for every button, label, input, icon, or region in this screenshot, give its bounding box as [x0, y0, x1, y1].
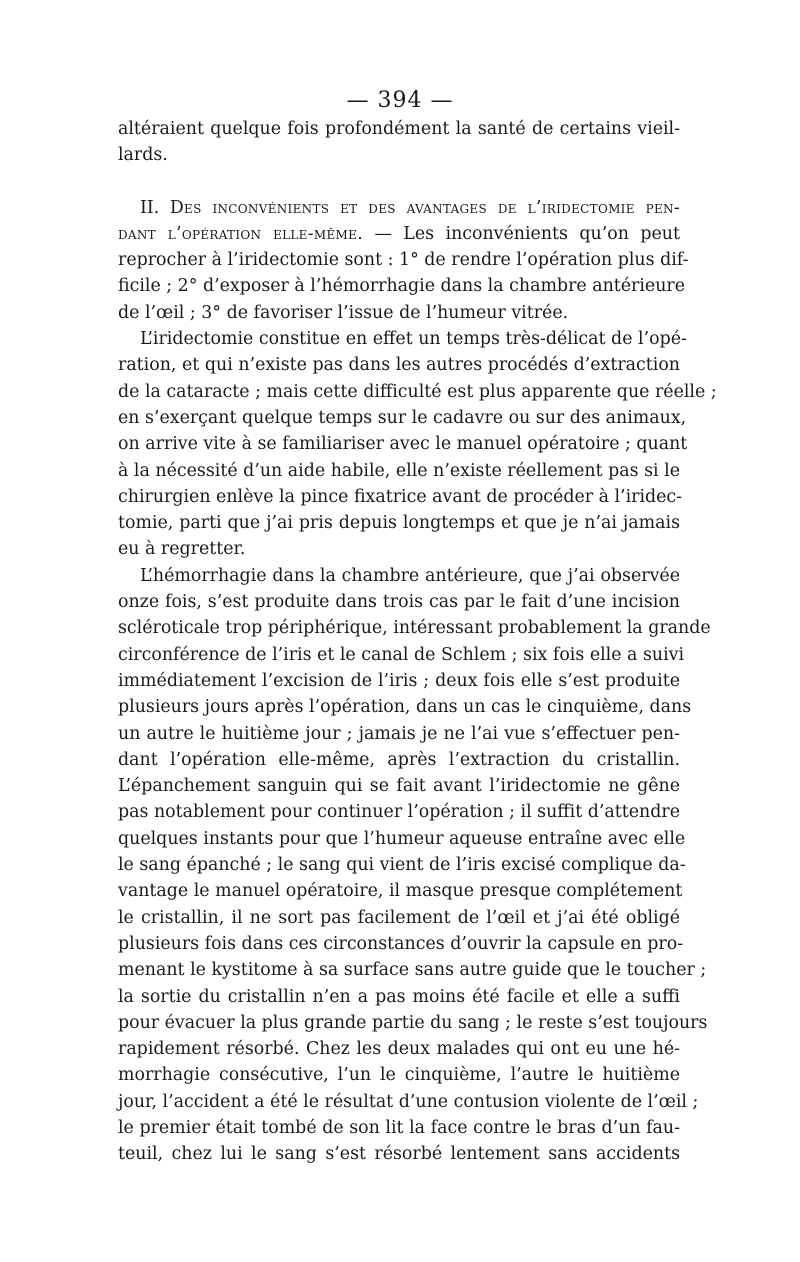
section-heading-line — [118, 221, 680, 247]
text-line: on arrive vite à se familiariser avec le manuel opératoire ; quant — [118, 434, 688, 455]
text-line: le cristallin, il ne sort pas facilement de l’œil et j’ai été obligé — [118, 907, 680, 928]
text-line: menant le kystitome à sa surface sans autre guide que le toucher ; — [118, 960, 707, 981]
text-line: quelques instants pour que l’humeur aqueuse entraîne avec elle — [118, 828, 686, 849]
text-line: pour évacuer la plus grande partie du sang ; le reste s’est toujours — [118, 1012, 708, 1033]
section-heading-line — [118, 195, 680, 221]
text-line: eu à regretter. — [118, 539, 246, 560]
text-line: L’hémorrhagie dans la chambre antérieure, que j’ai observée — [140, 565, 680, 586]
page-number: — 394 — — [346, 88, 454, 113]
text-line: vantage le manuel opératoire, il masque presque complétement — [118, 881, 683, 902]
text-line: ficile ; 2° d’exposer à l’hémorrhagie dans la chambre antérieure — [118, 276, 686, 297]
text-line: scléroticale trop périphérique, intéressant probablement la grande — [118, 618, 711, 639]
section-number: II. — [140, 197, 170, 218]
body-text — [118, 116, 717, 1168]
text-line: en s’exerçant quelque temps sur le cadavre ou sur des animaux, — [118, 407, 687, 428]
text-line: teuil, chez lui le sang s’est résorbé lentement sans accidents — [118, 1144, 680, 1165]
text-line: plusieurs fois dans ces circonstances d’ouvrir la capsule en pro- — [118, 933, 684, 954]
section-heading-continued: dant l’opération elle-même. — [118, 223, 364, 244]
text-line: reprocher à l’iridectomie sont : 1° de rendre l’opération plus dif- — [118, 250, 689, 271]
text-line: immédiatement l’excision de l’iris ; deux fois elle s’est produite — [118, 670, 680, 691]
text-line: dant l’opération elle-même, après l’extraction du cristallin. — [118, 749, 680, 770]
text-line: pas notablement pour continuer l’opération ; il suffit d’attendre — [118, 802, 680, 823]
text-line: circonférence de l’iris et le canal de Schlem ; six fois elle a suivi — [118, 644, 685, 665]
text-line: le premier était tombé de son lit la face contre le bras d’un fau- — [118, 1117, 680, 1138]
text-line: altéraient quelque fois profondément la santé de certains vieil- — [118, 119, 680, 139]
text-line: onze fois, s’est produite dans trois cas par le fait d’une incision — [118, 592, 680, 613]
text-line: la sortie du cristallin n’en a pas moins été facile et elle a suffi — [118, 986, 680, 1007]
text-line: morrhagie consécutive, l’un le cinquième, l’autre le huitième — [118, 1065, 680, 1086]
text-line: jour, l’accident a été le résultat d’une contusion violente de l’œil ; — [118, 1091, 699, 1112]
text-line: le sang épanché ; le sang qui vient de l’iris excisé complique da- — [118, 855, 686, 876]
text-run: — Les inconvénients qu’on peut — [363, 223, 680, 244]
section-heading: Des inconvénients et des avantages de l’iridectomie pen- — [169, 197, 681, 218]
text-line: lards. — [118, 145, 168, 166]
text-line: tomie, parti que j’ai pris depuis longtemps et que je n’ai jamais — [118, 513, 680, 534]
text-line: L’iridectomie constitue en effet un temps très-délicat de l’opé- — [140, 329, 687, 350]
text-line: ration, et qui n’existe pas dans les autres procédés d’extraction — [118, 355, 680, 376]
text-line: à la nécessité d’un aide habile, elle n’existe réellement pas si le — [118, 460, 680, 481]
text-line: plusieurs jours après l’opération, dans un cas le cinquième, dans — [118, 697, 692, 718]
text-line: un autre le huitième jour ; jamais je ne l’ai vue s’effectuer pen- — [118, 723, 680, 744]
text-line: de la cataracte ; mais cette difficulté est plus apparente que réelle ; — [118, 381, 717, 402]
text-line: rapidement résorbé. Chez les deux malades qui ont eu une hé- — [118, 1039, 680, 1060]
text-line: L’épanchement sanguin qui se fait avant l’iridectomie ne gêne — [118, 776, 680, 797]
section-gap — [118, 169, 680, 195]
text-line: de l’œil ; 3° de favoriser l’issue de l’humeur vitrée. — [118, 302, 569, 323]
text-line: chirurgien enlève la pince fixatrice avant de procéder à l’iridec- — [118, 486, 683, 507]
